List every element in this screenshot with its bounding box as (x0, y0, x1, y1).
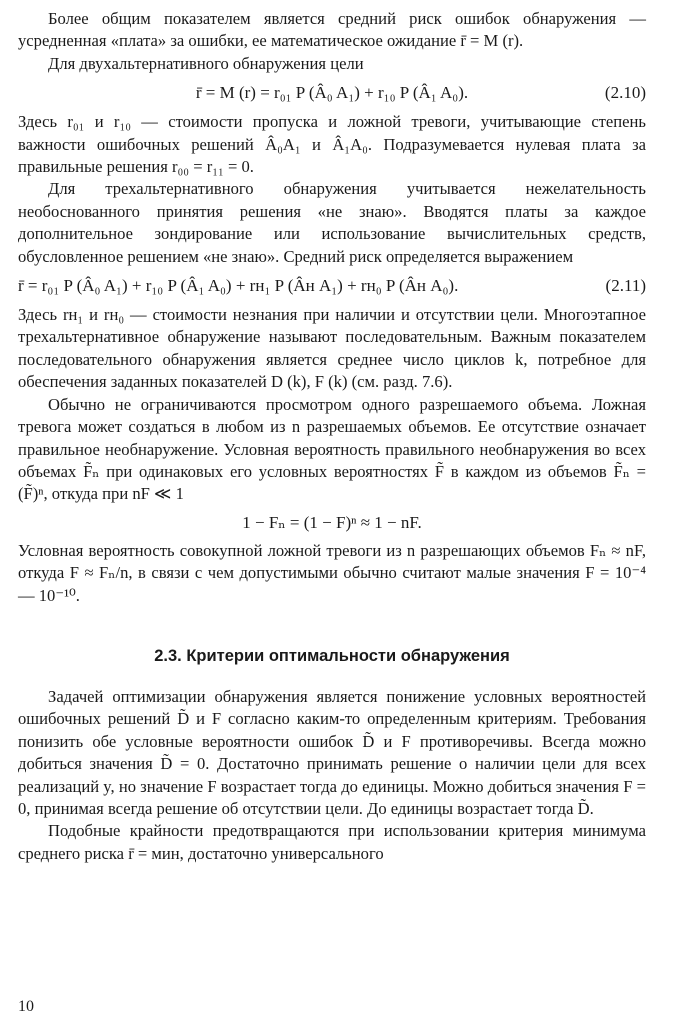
page-number: 10 (18, 998, 34, 1015)
paragraph-extremes: Подобные крайности предотвращаются при использовании критерия минимума среднего риска r̄ = мин, достаточно универсального (18, 821, 646, 863)
document-page (18, 8, 646, 865)
equation-2-11-number: (2.11) (605, 276, 646, 296)
paragraph-resolution-volumes: Обычно не ограничиваются просмотром одного разрешаемого объема. Ложная тревога может создаться в любом из n разрешаемых объемов. Ее отсутствие означает правильное необнаружение. Условная вероятность правильного необнаружения во всех объемах F̃ₙ при одинаковых его условных вероятностях F̃ в каждом из объемов F̃ₙ = (F̃)ⁿ, откуда при nF ≪ 1 (18, 394, 646, 504)
equation-2-10 (18, 75, 646, 111)
paragraph-average-risk: Более общим показателем является средний риск ошибок обнаружения — усредненная «плата» за ошибки, ее математическое ожидание r̄ = M (r). (18, 9, 646, 51)
paragraph-costs: Здесь r₀₁ и r₁₀ — стоимости пропуска и ложной тревоги, учитывающие степень важности ошибочных решений Â₀A₁ и Â₁A₀. Подразумевается нулевая плата за правильные решения r₀₀ = r₁₁ = 0. (18, 112, 646, 177)
paragraph-three-alternative: Для трехальтернативного обнаружения учитывается нежелательность необоснованного принятия решения «не знаю». Вводятся платы за каждое дополнительное зондирование или использование вычислительных средств, обусловленное решением «не знаю». Средний риск определяется выражением (18, 179, 646, 266)
paragraph-sequential: Здесь rн₁ и rн₀ — стоимости незнания при наличии и отсутствии цели. Многоэтапное трехальтернативное обнаружение называют последовательным. Важным показателем последовательного обнаружения является среднее число циклов k, потребное для обеспечения заданных показателей D (k), F (k) (см. разд. 7.6). (18, 305, 646, 392)
equation-false-alarm: 1 − Fₙ = (1 − F)ⁿ ≈ 1 − nF. (242, 512, 422, 532)
equation-2-10-body: r̄ = M (r) = r₀₁ P (Â₀ A₁) + r₁₀ P (Â₁ A₀). (195, 83, 469, 103)
equation-2-11-body: r̄ = r₀₁ P (Â₀ A₁) + r₁₀ P (Â₁ A₀) + rн₁ P (Âн A₁) + rн₀ P (Âн A₀). (18, 276, 459, 296)
section-heading: 2.3. Критерии оптимальности обнаружения (154, 646, 510, 665)
equation-2-11 (18, 268, 646, 304)
paragraph-optimization: Задачей оптимизации обнаружения является понижение условных вероятностей ошибочных решений D̃ и F согласно каким-то определенным критериям. Требования понизить обе условные вероятности ошибок D̃ и F противоречивы. Всегда можно добиться значения D̃ = 0. Достаточно принимать решение о наличии цели для всех реализаций y, но значение F возрастает тогда до единицы. Можно добиться значения F = 0, принимая всегда решение об отсутствии цели. До единицы возрастает тогда D̃. (18, 686, 646, 818)
paragraph-total-false-alarm: Условная вероятность совокупной ложной тревоги из n разрешающих объемов Fₙ ≈ nF, откуда F ≈ Fₙ/n, в связи с чем допустимыми обычно считают малые значения F = 10⁻⁴ — 10⁻¹⁰. (18, 540, 646, 605)
equation-2-10-number: (2.10) (604, 83, 646, 103)
paragraph-two-alternative: Для двухальтернативного обнаружения цели (48, 53, 364, 73)
